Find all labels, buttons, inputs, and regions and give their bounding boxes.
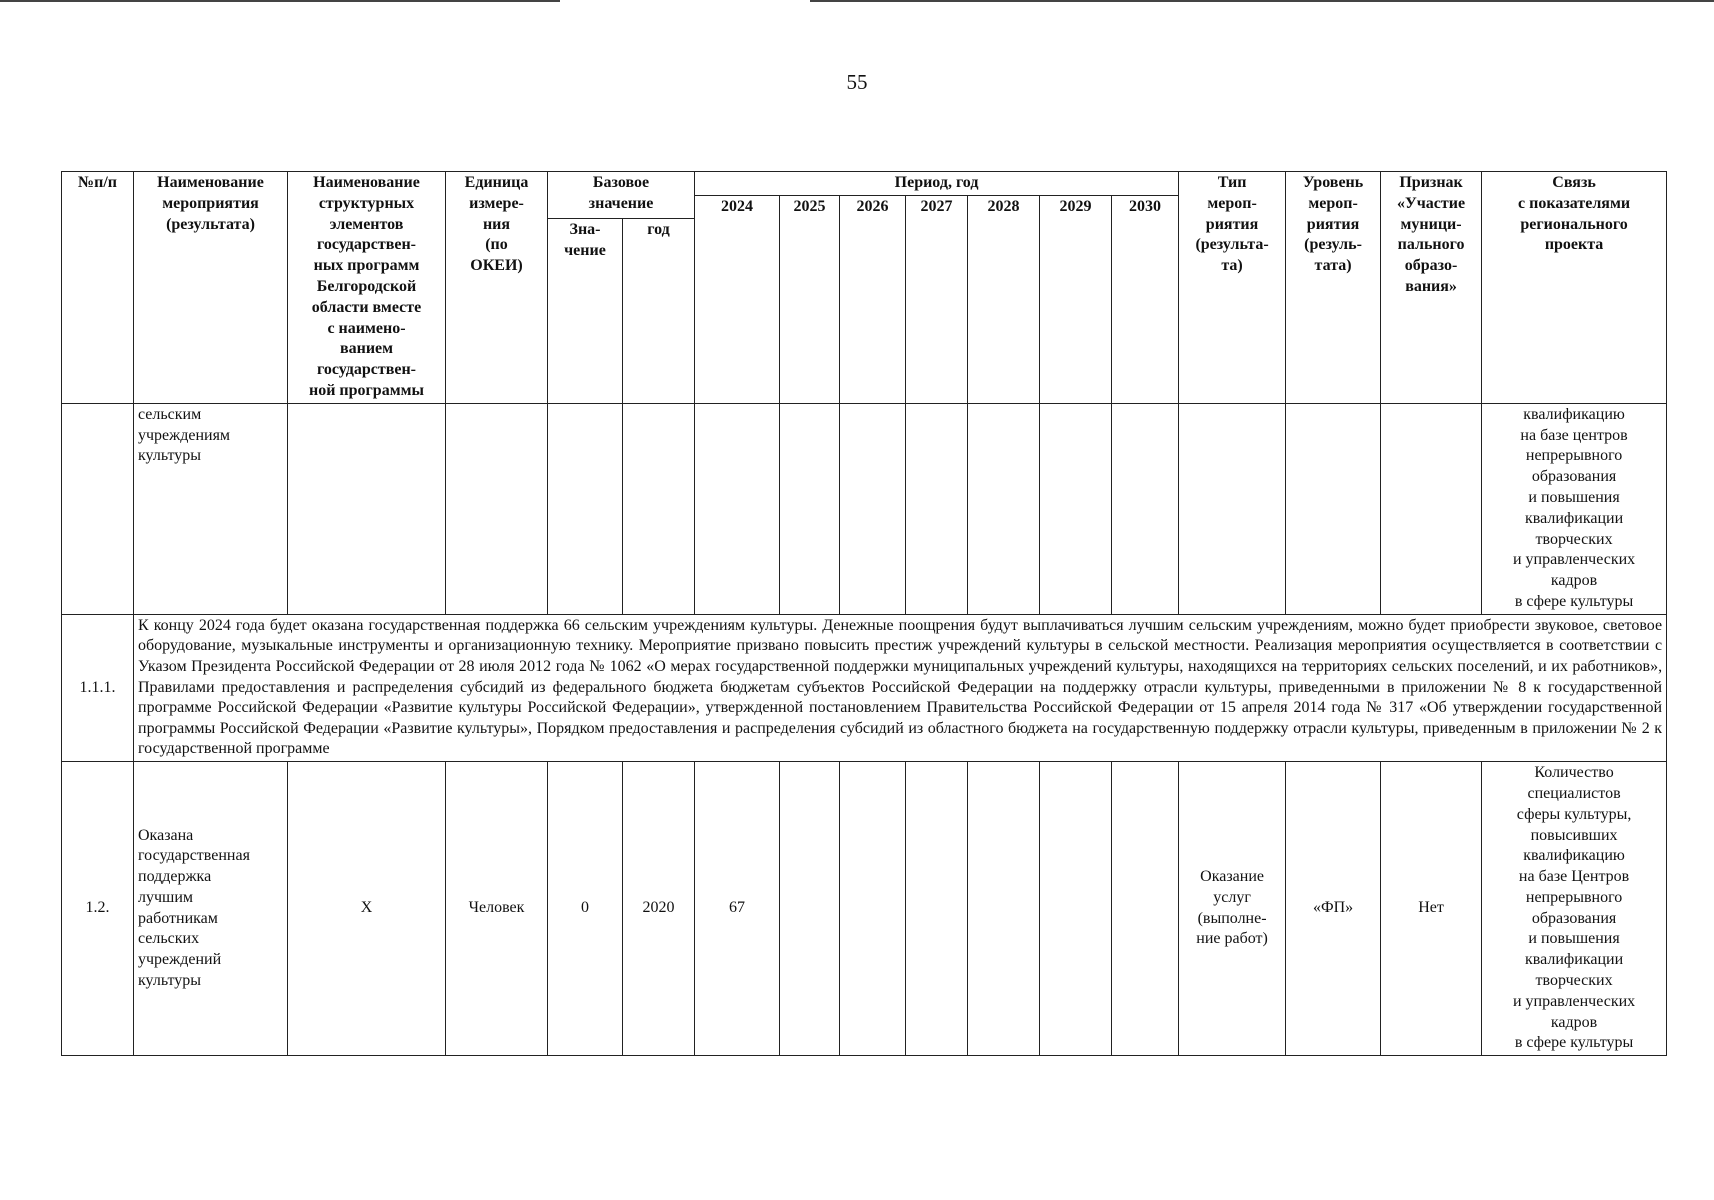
- cell-regional-link: Количество специалистов сферы культуры, повысивших квалификацию на базе Центров непрерывного образования и повышения квалификации творческих и управленческих кадров в сфере культуры: [1482, 762, 1667, 1056]
- header-municipal-participation: Признак «Участие муници- пального образо- вания»: [1381, 172, 1482, 404]
- header-base-value-year: год: [623, 218, 695, 403]
- header-activity-name: Наименование мероприятия (результата): [134, 172, 288, 404]
- cell-municipal: [1381, 403, 1482, 614]
- scan-edge-line: [0, 0, 560, 2]
- cell-num: [62, 403, 134, 614]
- header-year-2030: 2030: [1112, 195, 1179, 403]
- header-activity-type: Тип мероп- риятия (результа- та): [1179, 172, 1286, 404]
- header-base-value: Базовое значение: [548, 172, 695, 219]
- cell-unit: [446, 403, 548, 614]
- scan-edge-line: [810, 0, 1714, 2]
- header-activity-level: Уровень мероп- риятия (резуль- тата): [1286, 172, 1381, 404]
- cell-level: [1286, 403, 1381, 614]
- header-period: Период, год: [695, 172, 1179, 196]
- cell-municipal: Нет: [1381, 762, 1482, 1056]
- cell-2025: [780, 403, 840, 614]
- cell-2026: [840, 762, 906, 1056]
- cell-structural: [288, 403, 446, 614]
- header-num: №п/п: [62, 172, 134, 404]
- cell-2025: [780, 762, 840, 1056]
- cell-num: 1.1.1.: [62, 614, 134, 761]
- cell-2029: [1040, 403, 1112, 614]
- cell-2028: [968, 762, 1040, 1056]
- header-year-2027: 2027: [906, 195, 968, 403]
- header-year-2025: 2025: [780, 195, 840, 403]
- cell-base-year: [623, 403, 695, 614]
- header-regional-link: Связь с показателями регионального проекта: [1482, 172, 1667, 404]
- cell-2027: [906, 762, 968, 1056]
- cell-type: [1179, 403, 1286, 614]
- cell-2028: [968, 403, 1040, 614]
- cell-2026: [840, 403, 906, 614]
- cell-base-year: 2020: [623, 762, 695, 1056]
- cell-2030: [1112, 762, 1179, 1056]
- header-year-2024: 2024: [695, 195, 780, 403]
- header-row-1: [62, 172, 1667, 196]
- table-row: [62, 614, 1667, 761]
- cell-structural: Х: [288, 762, 446, 1056]
- header-year-2026: 2026: [840, 195, 906, 403]
- page-number: 55: [846, 70, 868, 94]
- header-year-2029: 2029: [1040, 195, 1112, 403]
- header-unit: Единица измере- ния (по ОКЕИ): [446, 172, 548, 404]
- header-year-2028: 2028: [968, 195, 1040, 403]
- cell-2030: [1112, 403, 1179, 614]
- cell-activity-name: Оказана государственная поддержка лучшим работникам сельских учреждений культуры: [134, 762, 288, 1056]
- header-base-value-value: Зна- чение: [548, 218, 623, 403]
- header-structural-elements: Наименование структурных элементов государствен- ных программ Белгородской области вместе с наимено- ванием государствен- ной программы: [288, 172, 446, 404]
- cell-type: Оказание услуг (выполне- ние работ): [1179, 762, 1286, 1056]
- cell-base-value: [548, 403, 623, 614]
- table-row: [62, 403, 1667, 614]
- cell-num: 1.2.: [62, 762, 134, 1056]
- cell-base-value: 0: [548, 762, 623, 1056]
- activities-table: [61, 171, 1667, 1056]
- cell-2029: [1040, 762, 1112, 1056]
- cell-unit: Человек: [446, 762, 548, 1056]
- cell-regional-link: квалификацию на базе центров непрерывного образования и повышения квалификации творческих и управленческих кадров в сфере культуры: [1482, 403, 1667, 614]
- table-row: [62, 762, 1667, 1056]
- cell-level: «ФП»: [1286, 762, 1381, 1056]
- cell-description: К концу 2024 года будет оказана государственная поддержка 66 сельским учреждениям культуры. Денежные поощрения будут выплачиваться лучшим сельским учреждениям, можно будет приобрести звуковое, световое оборудование, музыкальные инструменты и организационную технику. Мероприятие призвано повысить престиж учреждений культуры в сельской местности. Реализация мероприятия осуществляется в соответствии с Указом Президента Российской Федерации от 28 июля 2012 года № 1062 «О мерах государственной поддержки муниципальных учреждений культуры, находящихся на территориях сельских поселений, и их работников», Правилами предоставления и распределения субсидий из федерального бюджета бюджетам субъектов Российской Федерации на поддержку отрасли культуры, приведенными в приложении № 8 к государственной программе Российской Федерации «Развитие культуры Российской Федерации», утвержденной постановлением Правительства Российской Федерации от 15 апреля 2014 года № 317 «Об утверждении государственной программы Российской Федерации «Развитие культуры», Порядком предоставления и распределения субсидий из областного бюджета на государственную поддержку отрасли культуры, приведенным в приложении № 2 к государственной программе: [134, 614, 1667, 761]
- cell-2024: 67: [695, 762, 780, 1056]
- cell-2024: [695, 403, 780, 614]
- cell-2027: [906, 403, 968, 614]
- cell-activity-name: сельским учреждениям культуры: [134, 403, 288, 614]
